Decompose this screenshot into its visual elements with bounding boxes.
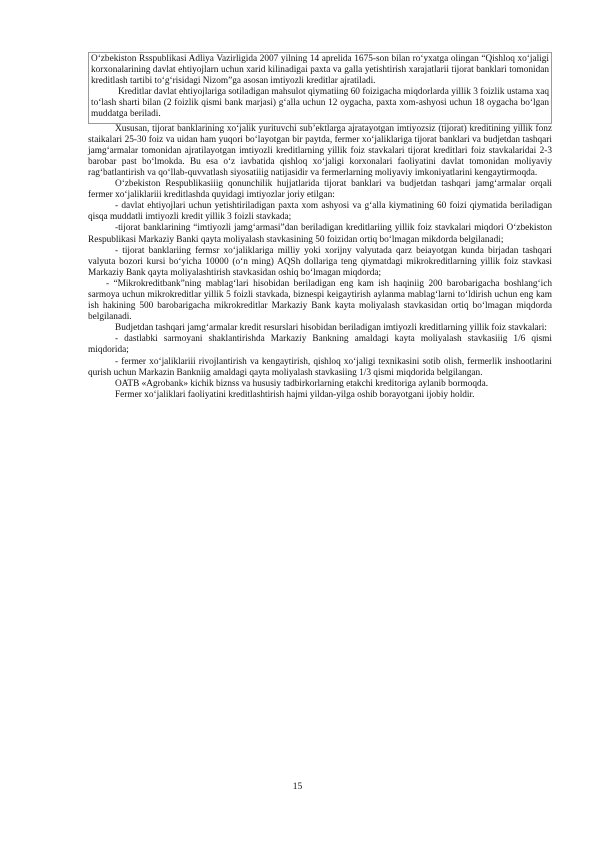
paragraph: OATB «Agrobank» kichik biznss va hususiy tadbirkorlarning etakchi kreditoriga aylanib bormoqda. bbox=[115, 378, 489, 389]
highlighted-block bbox=[88, 52, 552, 124]
boxed-paragraph: Kreditlar davlat ehtiyojlariga sotiladigan mahsulot qiymatiing 60 foizigacha miqdorlarda yillik 3 foizlik ustama xaq to‘lash sharti bilan (2 foizlik qismi bank marjasi) g‘alla uchun 12 oygacha, paxta xom-ashyosi uchun 18 oygacha bo‘lgan muddatga beriladi. bbox=[91, 87, 549, 120]
list-item: - “Mikrokreditbank”ning mablag‘lari hisobidan beriladigan eng kam ish haqiniig 200 barobarigacha boshlang‘ich sarmoya uchun mikrokreditlar yillik 5 foizli stavkada, biznespi keigaytirish aylanma mablag‘larni to‘ldirish uchun eng kam ish hakining 500 barobarigacha mikrokreditlar Markaziy Bank kayta moliyalash stavkasidan ortiq bo‘lmagan miqdorda belgilanadi. bbox=[88, 278, 552, 323]
paragraph: Xususan, tijorat banklarining xo‘jalik yurituvchi sub’ektlarga ajratayotgan imtiyozsiz (tijorat) kreditining yillik fonz staikalari 25-30 foiz va uidan ham yuqori bo‘layotgan bir paytda, fermer xo‘jaliklariga tijorat banklari va budjetdan tashqari jamg‘armalar tomonidan ajratilayotgan imtiyozli kreditlarning yillik foiz stavkalari tijorat kreditlari foiz stavkalaridai 2-3 barobar past bo‘lmokda. Bu esa o‘z iavbatida qishloq xo‘jaligi korxonalari faoliyatini davlat tomonidan moliyaviy rag‘batlantirish va qo‘llab-quvvatlash siyosatiiig natijasidir va fermerlarning moliyaviy imkoniyatlarini kengaytirmoqda. bbox=[88, 123, 552, 178]
paragraph: Fermer xo‘jaliklari faoliyatini kreditlashtirish hajmi yildan-yilga oshib borayotgani ijobiy holdir. bbox=[115, 389, 475, 400]
boxed-paragraph: O‘zbekiston Rsspublikasi Adliya Vazirligida 2007 yilning 14 aprelida 1675-son bilan ro‘yxatga olingan “Qishloq xo‘jaligi korxonalarining davlat ehtiyojlarn uchun xarid kilinadigai paxta va galla yetishtirish xarajatlarii tijorat banklari tomonidan kreditlash tartibi to‘g‘risidagi Nizom”ga asosan imtiyozli kreditlar ajratiladi. bbox=[91, 54, 549, 87]
list-item: - davlat ehtiyojlari uchun yetishtiriladigan paxta xom ashyosi va g‘alla kiymatining 60 foizi qiymatida beriladigan qisqa muddatli imtiyozli kredit yillik 3 foizli stavkada; bbox=[88, 201, 552, 223]
paragraph: O‘zbekiston Respublikasiiig qonunchilik hujjatlarida tijorat banklari va budjetdan tashqari jamg‘armalar orqali fermer xo‘jaliklariii kreditlashda quyidagi imtiyozlar joriy etilgan: bbox=[88, 179, 552, 201]
list-item: - dastlabki sarmoyani shaklantirishda Markaziy Bankning amaldagi kayta moliyalash stavkasiiig 1/6 qismi miqdorida; bbox=[88, 334, 552, 356]
document-body bbox=[88, 52, 552, 401]
list-item: - tijorat banklariing fermsr xo‘jaliklariga milliy yoki xorijny valyutada qarz beiayotgan kunda birjadan tashqari valyuta bozori kursi bo‘yicha 10000 (o‘n ming) AQSh dollariga teng qiymatdagi mikrokreditlarning yillik foiz stavkasi Markaziy Bank qayta moliyalashtirish stavkasidan oshiq bo‘lmagan miqdorda; bbox=[88, 245, 552, 278]
page-number: 15 bbox=[292, 782, 303, 792]
paragraph: Budjetdan tashqari jamg‘armalar kredit resurslari hisobidan beriladigan imtiyozli kreditlarning yillik foiz stavkalari: bbox=[115, 323, 547, 334]
list-item: - fermer xo‘jaliklariii rivojlantirish va kengaytirish, qishloq xo‘jaligi texnikasini sotib olish, fermerlik inshootlarini qurish uchun Markazin Bankniig amaldagi qayta moliyalash stavkasiing 1/3 qismi miqdorida belgilangan. bbox=[88, 356, 552, 378]
list-item: -tijorat banklarining “imtiyozli jamg‘armasi”dan beriladigan kreditlariing yillik foiz stavkalari miqdori O‘zbekiston Respublikasi Markaziy Banki qayta moliyalash stavkasining 50 foizidan ortiq bo‘lmagan mikdorda belgilanadi; bbox=[88, 223, 552, 245]
